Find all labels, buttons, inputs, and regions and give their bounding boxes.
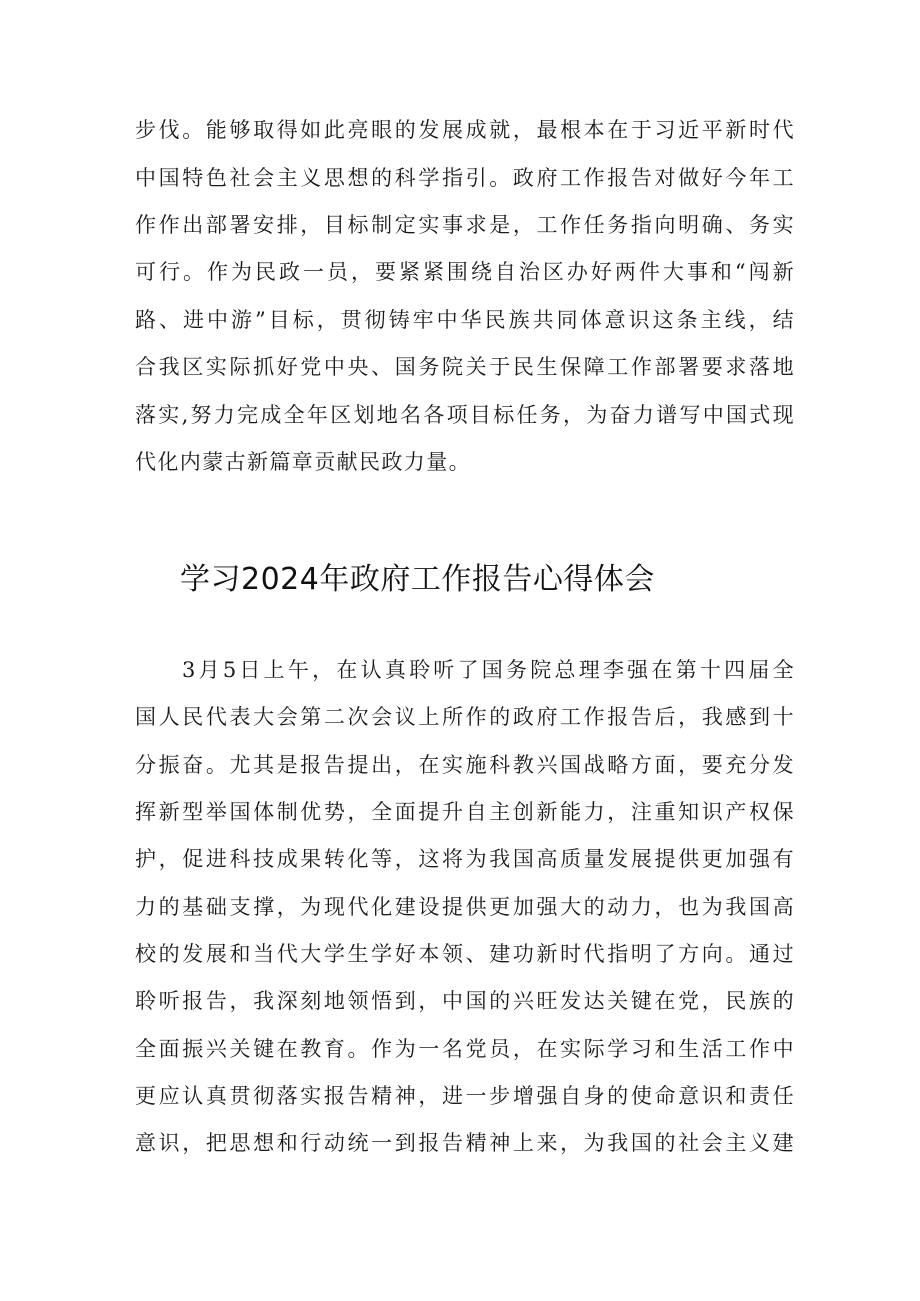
paragraph-line: 分振奋。尤其是报告提出，在实施科教兴国战略方面，要充分发 — [135, 753, 795, 777]
paragraph-line: 可行。作为民政一员，要紧紧围绕自治区办好两件大事和“闯新 — [135, 260, 795, 284]
paragraph-line: 聆听报告，我深刻地领悟到，中国的兴旺发达关键在党，民族的 — [135, 989, 795, 1013]
paragraph-line: 落实,努力完成全年区划地名各项目标任务，为奋力谱写中国式现 — [135, 403, 795, 427]
paragraph-line: 3月5日上午，在认真聆听了国务院总理李强在第十四届全 — [182, 658, 795, 682]
paragraph-line: 国人民代表大会第二次会议上所作的政府工作报告后，我感到十 — [135, 705, 795, 729]
paragraph-line: 作作出部署安排，目标制定实事求是，工作任务指向明确、务实 — [135, 213, 795, 237]
paragraph-line: 全面振兴关键在教育。作为一名党员，在实际学习和生活工作中 — [135, 1037, 795, 1061]
paragraph-line: 护，促进科技成果转化等，这将为我国高质量发展提供更加强有 — [135, 847, 795, 871]
paragraph-line: 合我区实际抓好党中央、国务院关于民生保障工作部署要求落地 — [135, 355, 795, 379]
paragraph-line: 意识，把思想和行动统一到报告精神上来，为我国的社会主义建 — [135, 1131, 795, 1155]
paragraph-line: 更应认真贯彻落实报告精神，进一步增强自身的使命意识和责任 — [135, 1084, 795, 1108]
page-title: 学习2024年政府工作报告心得体会 — [180, 562, 655, 597]
paragraph-line: 挥新型举国体制优势，全面提升自主创新能力，注重知识产权保 — [135, 800, 795, 824]
paragraph-line: 中国特色社会主义思想的科学指引。政府工作报告对做好今年工 — [135, 166, 795, 190]
paragraph-line: 路、进中游”目标，贯彻铸牢中华民族共同体意识这条主线，结 — [135, 308, 795, 332]
paragraph-line: 力的基础支撑，为现代化建设提供更加强大的动力，也为我国高 — [135, 895, 795, 919]
paragraph-line: 校的发展和当代大学生学好本领、建功新时代指明了方向。通过 — [135, 942, 795, 966]
paragraph-line: 步伐。能够取得如此亮眼的发展成就，最根本在于习近平新时代 — [135, 118, 795, 142]
paragraph-line: 代化内蒙古新篇章贡献民政力量。 — [135, 450, 471, 474]
